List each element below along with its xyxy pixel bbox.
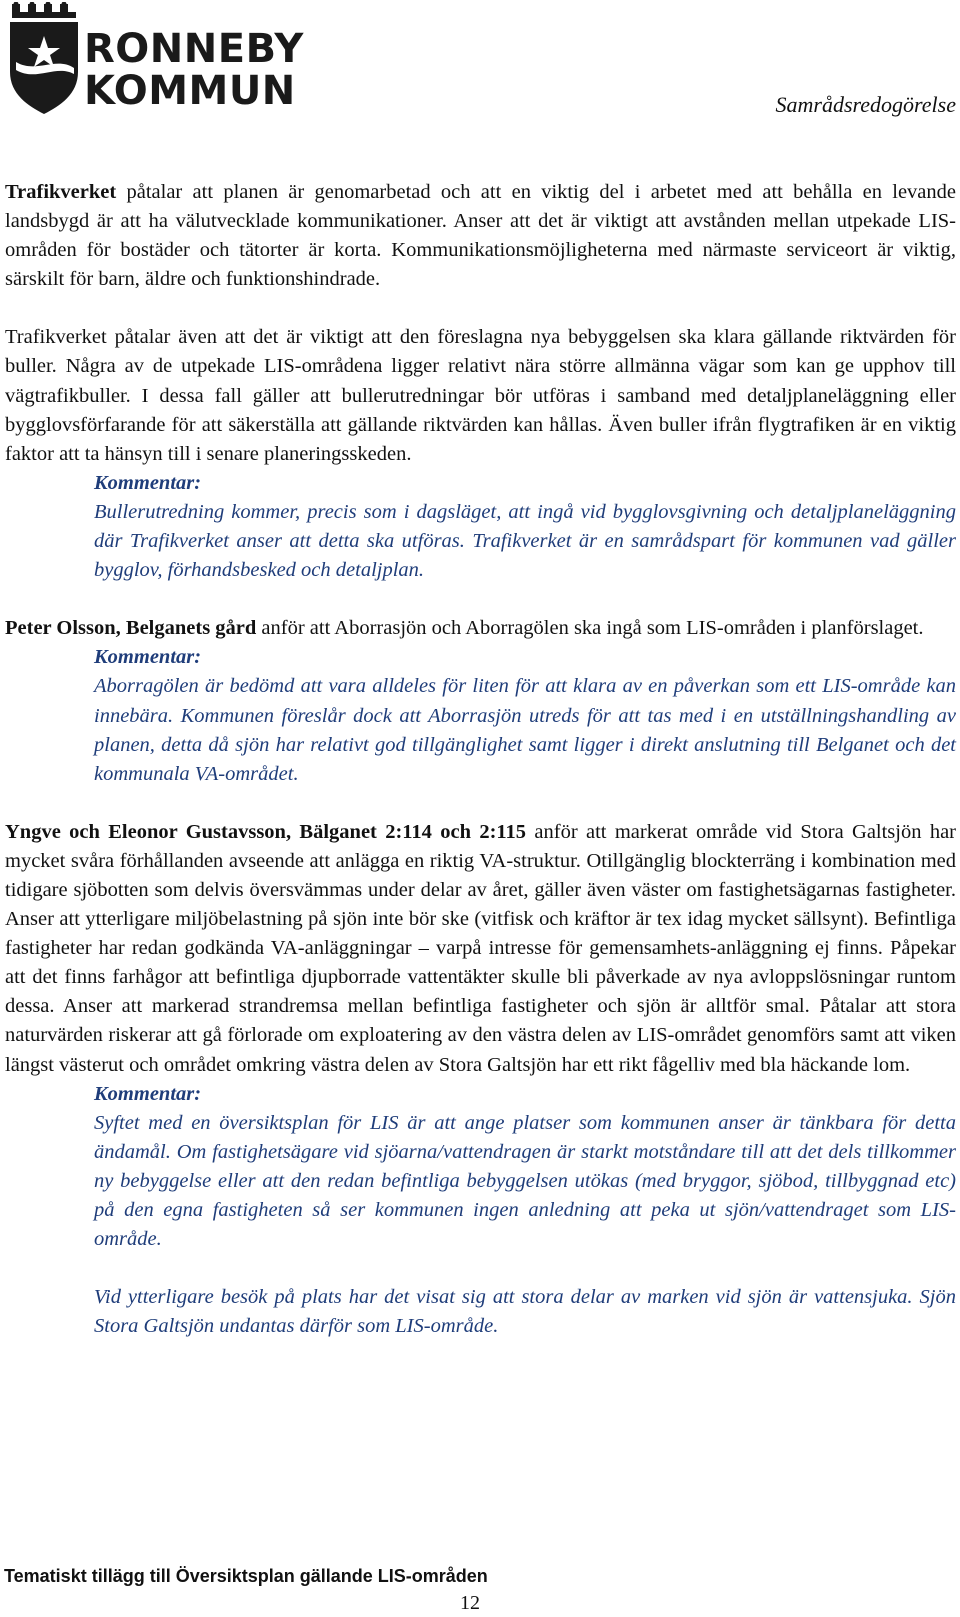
- comment-text: Vid ytterligare besök på plats har det visat sig att stora delar av marken vid sjön är vattensjuka. Sjön Stora Galtsjön undantas därför som LIS-område.: [94, 1286, 956, 1338]
- document-type-label: Samrådsredogörelse: [775, 92, 956, 117]
- logo-wordmark: RONNEBY KOMMUN: [84, 26, 304, 114]
- comment-label: Kommentar:: [94, 1082, 202, 1105]
- ronneby-kommun-logo: [6, 2, 304, 120]
- coat-of-arms-icon: [6, 2, 86, 118]
- sender-name: Yngve och Eleonor Gustavsson, Bälganet 2:114 och 2:115: [5, 820, 527, 843]
- sender-name: Trafikverket: [5, 181, 117, 203]
- comment-block: [94, 643, 956, 788]
- entry-paragraph: Yngve och Eleonor Gustavsson, Bälganet 2:114 och 2:115 anför att markerat område vid Stora Galtsjön har mycket svåra förhållanden avseende att anlägga en riktig VA-struktur. Otillgänglig blockterräng i kombination med tidigare sjöbotten som delvis översvämmas under delar av året, gäller även väster om fastighetsägarnas fastigheter. Anser att ytterligare miljöbelastning på sjön inte bör ske (vitfisk och kräftor är tex idag mycket sällsynt). Befintliga fastigheter har redan godkända VA-anläggningar – varpå intresse för gemensamhets-anläggning ej finns. Påpekar att det finns farhågor att befintliga djupborrade vattentäkter skulle bli påverkade av nya avloppslösningar runtom dessa. Anser att markerad strandremsa mellan befintliga fastigheter och sjön är alltför smal. Påtalar att stora naturvärden riskerar att gå förlorade om exploatering av den västra delen av LIS-området genomförs samt att viken längst västerut och området omkring västra delen av Stora Galtsjön har ett rikt fågelliv med bla häckande lom.: [5, 820, 957, 1076]
- footer-title: Tematiskt tillägg till Översiktsplan gällande LIS-områden: [4, 1566, 488, 1586]
- sender-name: Peter Olsson, Belganets gård: [5, 617, 257, 640]
- comment-label: Kommentar:: [94, 646, 202, 669]
- comment-text: Bullerutredning kommer, precis som i dagsläget, att ingå vid bygglovsgivning och detaljplaneläggning där Trafikverket anser att detta ska utföras. Trafikverket är en samrådspart för kommunen vad gäller bygglov, förhandsbesked och detaljplan.: [94, 500, 956, 582]
- entry-paragraph: Trafikverket påtalar även att det är viktigt att den föreslagna nya bebyggelsen ska klara gällande riktvärden för buller. Några av de utpekade LIS-områdena ligger relativt nära större allmänna vägar som kan ge upphov till vägtrafikbuller. I dessa fall gäller att bullerutredningar bör utföras i samband med detaljplaneläggning eller bygglovsförfarande för att säkerställa att gällande riktvärden kan hållas. Även buller ifrån flygtrafiken är en viktig faktor att ta hänsyn till i senare planeringsskeden.: [5, 326, 956, 465]
- comment-text: Syftet med en översiktsplan för LIS är att ange platser som kommunen anser är tänkbara för detta ändamål. Om fastighetsägare vid sjöarna/vattendragen är starkt motståndare till att det dels tillkommer ny bebyggelse eller att den redan befintliga bebyggelsen utökas (med bryggor, sjöbod, tillbyggnad etc) på den egna fastigheten så ser kommunen ingen anledning att peka ut sjön/vattendraget som LIS-område.: [94, 1111, 956, 1251]
- document-body: [5, 178, 956, 1341]
- entry-paragraph: Trafikverket påtalar att planen är genomarbetad och att en viktig del i arbetet med att behålla en levande landsbygd är att ha välutvecklade kommunikationer. Anser att det är viktigt att avstånden mellan utpekade LIS-områden för bostäder och tätorter är korta. Kommunikationsmöjligheterna med närmaste serviceort är viktig, särskilt för barn, äldre och funktionshindrade.: [5, 181, 956, 291]
- comment-block: [94, 1080, 956, 1342]
- entry-paragraph: Peter Olsson, Belganets gård anför att Aborrasjön och Aborragölen ska ingå som LIS-områden i planförslaget.: [5, 617, 924, 640]
- comment-text: Aborragölen är bedömd att vara alldeles för liten för att klara av en påverkan som ett LIS-område kan innebära. Kommunen föreslår dock att Aborrasjön utreds för att tas med i en utställningshandling av planen, detta då sjön har relativt god tillgänglighet samt ligger i direkt anslutning till Belganet och det kommunala VA-området.: [94, 675, 956, 785]
- comment-block: [94, 469, 956, 585]
- comment-label: Kommentar:: [94, 471, 202, 494]
- page-number: 12: [460, 1592, 480, 1614]
